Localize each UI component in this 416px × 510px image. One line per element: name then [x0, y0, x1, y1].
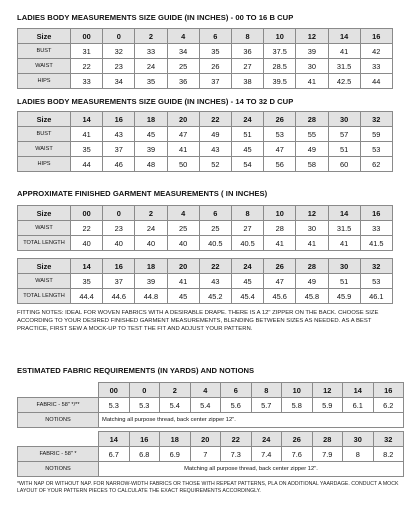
header-cell: 14 — [328, 29, 360, 44]
header-corner-cell — [18, 383, 99, 398]
header-cell: 6 — [221, 383, 252, 398]
row-label: FABRIC - 58" */** — [18, 398, 99, 413]
cell: 43 — [103, 127, 135, 142]
row-label: BUST — [18, 127, 71, 142]
header-cell: 14 — [99, 432, 130, 447]
cell: 47 — [264, 142, 296, 157]
row-label: NOTIONS — [18, 413, 99, 428]
header-cell: 28 — [312, 432, 343, 447]
cell: 35 — [71, 142, 103, 157]
cell: 45.2 — [199, 289, 231, 304]
cell: 37.5 — [264, 44, 296, 59]
cell: 40 — [71, 236, 103, 251]
row-label: BUST — [18, 44, 71, 59]
fabric-requirements-table-a — [17, 382, 404, 428]
cell: 59 — [360, 127, 392, 142]
cell: 44.8 — [135, 289, 167, 304]
header-cell: 00 — [99, 383, 130, 398]
header-cell: 22 — [221, 432, 252, 447]
header-cell: 16 — [360, 206, 392, 221]
cell: 49 — [296, 274, 328, 289]
header-cell: 12 — [296, 29, 328, 44]
cell: 5.4 — [160, 398, 191, 413]
header-cell: 16 — [103, 112, 135, 127]
cell: 22 — [71, 221, 103, 236]
cell: 47 — [167, 127, 199, 142]
header-cell: 00 — [71, 29, 103, 44]
header-cell: 18 — [160, 432, 191, 447]
cell: 25 — [199, 221, 231, 236]
cell: 53 — [264, 127, 296, 142]
cell: 36 — [231, 44, 263, 59]
cell: 30 — [296, 221, 328, 236]
header-cell: 20 — [167, 112, 199, 127]
cell: 6.8 — [129, 447, 160, 462]
header-cell: 16 — [129, 432, 160, 447]
cell: 33 — [360, 221, 392, 236]
cell: 51 — [328, 274, 360, 289]
header-cell: 22 — [199, 259, 231, 274]
cell: 5.6 — [221, 398, 252, 413]
cell: 41 — [296, 236, 328, 251]
row-label: WAIST — [18, 142, 71, 157]
cell: 45.9 — [328, 289, 360, 304]
cell: 30 — [296, 59, 328, 74]
finished-garment-table-b — [17, 258, 393, 304]
cell: 48 — [135, 157, 167, 172]
cell: 40 — [103, 236, 135, 251]
cell: 41 — [167, 274, 199, 289]
cell: 44 — [360, 74, 392, 89]
cell: 39 — [296, 44, 328, 59]
cell: 40 — [135, 236, 167, 251]
table-row — [18, 142, 393, 157]
cell: 43 — [199, 142, 231, 157]
table-row — [18, 59, 393, 74]
header-corner-cell — [18, 432, 99, 447]
cell: 46.1 — [360, 289, 392, 304]
row-label: WAIST — [18, 59, 71, 74]
cell: 41 — [328, 44, 360, 59]
cell: 60 — [328, 157, 360, 172]
cell: 7.6 — [282, 447, 313, 462]
size-table-d-cup — [17, 111, 393, 172]
cell: 8 — [343, 447, 374, 462]
table-header-row — [18, 29, 393, 44]
cell: 5.3 — [99, 398, 130, 413]
cell: 7 — [190, 447, 221, 462]
header-cell: 6 — [199, 29, 231, 44]
cell: 40.5 — [231, 236, 263, 251]
cell: 6.1 — [343, 398, 374, 413]
header-cell: 30 — [328, 112, 360, 127]
header-cell: 8 — [231, 206, 263, 221]
table-header-row — [18, 259, 393, 274]
notions-text: Matching all purpose thread, back center zipper 12". — [99, 462, 404, 477]
header-cell: 18 — [135, 259, 167, 274]
cell: 50 — [167, 157, 199, 172]
cell: 53 — [360, 274, 392, 289]
cell: 43 — [199, 274, 231, 289]
header-cell: Size — [18, 206, 71, 221]
table-header-row — [18, 432, 404, 447]
cell: 33 — [360, 59, 392, 74]
row-label: NOTIONS — [18, 462, 99, 477]
header-cell: 24 — [251, 432, 282, 447]
header-cell: 28 — [296, 112, 328, 127]
table-row — [18, 157, 393, 172]
header-cell: 18 — [135, 112, 167, 127]
header-cell: 30 — [328, 259, 360, 274]
header-cell: 0 — [129, 383, 160, 398]
header-cell: 0 — [103, 206, 135, 221]
cell: 6.9 — [160, 447, 191, 462]
table-row — [18, 127, 393, 142]
table-row — [18, 236, 393, 251]
cell: 23 — [103, 59, 135, 74]
cell: 31.5 — [328, 221, 360, 236]
table-row — [18, 221, 393, 236]
row-label: HIPS — [18, 157, 71, 172]
header-cell: 4 — [190, 383, 221, 398]
header-cell: 20 — [167, 259, 199, 274]
cell: 55 — [296, 127, 328, 142]
table-header-row — [18, 383, 404, 398]
cell: 41 — [296, 74, 328, 89]
cell: 51 — [328, 142, 360, 157]
header-cell: 26 — [264, 259, 296, 274]
header-cell: 12 — [296, 206, 328, 221]
cell: 37 — [103, 274, 135, 289]
cell: 41 — [71, 127, 103, 142]
header-cell: 16 — [373, 383, 404, 398]
cell: 41 — [328, 236, 360, 251]
cell: 57 — [328, 127, 360, 142]
header-cell: 24 — [231, 112, 263, 127]
header-cell: 10 — [264, 206, 296, 221]
header-cell: 6 — [199, 206, 231, 221]
header-cell: 2 — [135, 206, 167, 221]
cell: 56 — [264, 157, 296, 172]
header-cell: 12 — [312, 383, 343, 398]
table-row — [18, 447, 404, 462]
section1-title: LADIES BODY MEASUREMENTS SIZE GUIDE (IN INCHES) - 00 TO 16 B CUP — [17, 13, 294, 22]
cell: 45 — [167, 289, 199, 304]
size-table-b-cup — [17, 28, 393, 89]
cell: 28.5 — [264, 59, 296, 74]
cell: 33 — [135, 44, 167, 59]
row-label: WAIST — [18, 221, 71, 236]
cell: 38 — [231, 74, 263, 89]
cell: 26 — [199, 59, 231, 74]
header-cell: 00 — [71, 206, 103, 221]
header-cell: 14 — [71, 259, 103, 274]
cell: 36 — [167, 74, 199, 89]
fitting-notes: FITTING NOTES: IDEAL FOR WOVEN FABRICS WITH A DESIRABLE DRAPE. THERE IS A 12" ZIPPER ON THE BACK. CHOOSE SIZE ACCORDING TO YOUR DESIRED FINISHED GARMENT MEASUREMENTS, BLENDING BETWEEN SIZES AS NEEDED. AS A BEST PRACTICE, FIRST SEW A MOCK-UP TO TEST THE FIT AND ADJUST YOUR PATTERN. — [17, 310, 379, 333]
row-label: FABRIC - 58" * — [18, 447, 99, 462]
cell: 44 — [71, 157, 103, 172]
cell: 22 — [71, 59, 103, 74]
header-cell: 8 — [231, 29, 263, 44]
cell: 45.4 — [231, 289, 263, 304]
header-cell: 32 — [360, 259, 392, 274]
header-cell: 14 — [71, 112, 103, 127]
header-cell: 30 — [343, 432, 374, 447]
header-cell: Size — [18, 29, 71, 44]
cell: 6.2 — [373, 398, 404, 413]
table-row — [18, 398, 404, 413]
header-cell: 0 — [103, 29, 135, 44]
row-label: TOTAL LENGTH — [18, 289, 71, 304]
cell: 8.2 — [373, 447, 404, 462]
header-cell: 10 — [282, 383, 313, 398]
header-cell: 2 — [135, 29, 167, 44]
header-cell: Size — [18, 259, 71, 274]
cell: 5.3 — [129, 398, 160, 413]
table-row — [18, 44, 393, 59]
table-row — [18, 462, 404, 477]
notions-text: Matching all purpose thread, back center zipper 12". — [99, 413, 404, 428]
cell: 49 — [199, 127, 231, 142]
header-cell: 24 — [231, 259, 263, 274]
cell: 24 — [135, 59, 167, 74]
cell: 7.4 — [251, 447, 282, 462]
header-cell: 14 — [343, 383, 374, 398]
cell: 39.5 — [264, 74, 296, 89]
cell: 45 — [135, 127, 167, 142]
cell: 42 — [360, 44, 392, 59]
cell: 45 — [231, 274, 263, 289]
cell: 5.9 — [312, 398, 343, 413]
header-cell: 26 — [282, 432, 313, 447]
table-header-row — [18, 206, 393, 221]
header-cell: 20 — [190, 432, 221, 447]
header-cell: 22 — [199, 112, 231, 127]
cell: 34 — [103, 74, 135, 89]
finished-garment-table-a — [17, 205, 393, 251]
cell: 53 — [360, 142, 392, 157]
cell: 44.4 — [71, 289, 103, 304]
cell: 41 — [264, 236, 296, 251]
cell: 46 — [103, 157, 135, 172]
table-row — [18, 74, 393, 89]
fabric-requirements-table-b — [17, 431, 404, 477]
row-label: TOTAL LENGTH — [18, 236, 71, 251]
header-cell: 32 — [373, 432, 404, 447]
header-cell: 4 — [167, 206, 199, 221]
cell: 5.8 — [282, 398, 313, 413]
cell: 49 — [296, 142, 328, 157]
header-cell: 16 — [103, 259, 135, 274]
cell: 39 — [135, 142, 167, 157]
row-label: HIPS — [18, 74, 71, 89]
cell: 35 — [135, 74, 167, 89]
cell: 45.8 — [296, 289, 328, 304]
cell: 34 — [167, 44, 199, 59]
cell: 39 — [135, 274, 167, 289]
cell: 40.5 — [199, 236, 231, 251]
header-cell: 26 — [264, 112, 296, 127]
header-cell: 28 — [296, 259, 328, 274]
table-row — [18, 274, 393, 289]
section3-title: APPROXIMATE FINISHED GARMENT MEASUREMENTS ( IN INCHES) — [17, 189, 268, 198]
footnote: *WITH NAP OR WITHOUT NAP. FOR NARROW-WIDTH FABRICS OR THOSE WITH REPEAT PATTERNS, PLA ON ADDITIONAL YAARDAGE. CONDUCT A MOCK LAYOUT OF YOUR PATTERN PIECES TO CALCULATE THE EXACT REQUIREMENTS ACCORDINGLY. — [17, 481, 399, 495]
cell: 5.4 — [190, 398, 221, 413]
cell: 51 — [231, 127, 263, 142]
cell: 27 — [231, 221, 263, 236]
cell: 52 — [199, 157, 231, 172]
cell: 31 — [71, 44, 103, 59]
cell: 25 — [167, 59, 199, 74]
cell: 27 — [231, 59, 263, 74]
cell: 7.9 — [312, 447, 343, 462]
row-label: WAIST — [18, 274, 71, 289]
header-cell: 10 — [264, 29, 296, 44]
cell: 23 — [103, 221, 135, 236]
cell: 25 — [167, 221, 199, 236]
cell: 6.7 — [99, 447, 130, 462]
cell: 37 — [103, 142, 135, 157]
cell: 41.5 — [360, 236, 392, 251]
cell: 7.3 — [221, 447, 252, 462]
cell: 28 — [264, 221, 296, 236]
section2-title: LADIES BODY MEASUREMENTS SIZE GUIDE (IN INCHES) - 14 TO 32 D CUP — [17, 97, 294, 106]
cell: 45.6 — [264, 289, 296, 304]
table-row — [18, 289, 393, 304]
header-cell: 4 — [167, 29, 199, 44]
header-cell: 16 — [360, 29, 392, 44]
section4-title: ESTIMATED FABRIC REQUIREMENTS (IN YARDS) AND NOTIONS — [17, 366, 255, 375]
table-header-row — [18, 112, 393, 127]
cell: 32 — [103, 44, 135, 59]
header-cell: Size — [18, 112, 71, 127]
cell: 58 — [296, 157, 328, 172]
cell: 41 — [167, 142, 199, 157]
cell: 5.7 — [251, 398, 282, 413]
header-cell: 8 — [251, 383, 282, 398]
cell: 35 — [71, 274, 103, 289]
cell: 33 — [71, 74, 103, 89]
cell: 54 — [231, 157, 263, 172]
header-cell: 32 — [360, 112, 392, 127]
cell: 62 — [360, 157, 392, 172]
cell: 24 — [135, 221, 167, 236]
cell: 45 — [231, 142, 263, 157]
cell: 47 — [264, 274, 296, 289]
cell: 31.5 — [328, 59, 360, 74]
cell: 35 — [199, 44, 231, 59]
header-cell: 14 — [328, 206, 360, 221]
header-cell: 2 — [160, 383, 191, 398]
cell: 40 — [167, 236, 199, 251]
table-row — [18, 413, 404, 428]
cell: 44.6 — [103, 289, 135, 304]
cell: 37 — [199, 74, 231, 89]
cell: 42.5 — [328, 74, 360, 89]
